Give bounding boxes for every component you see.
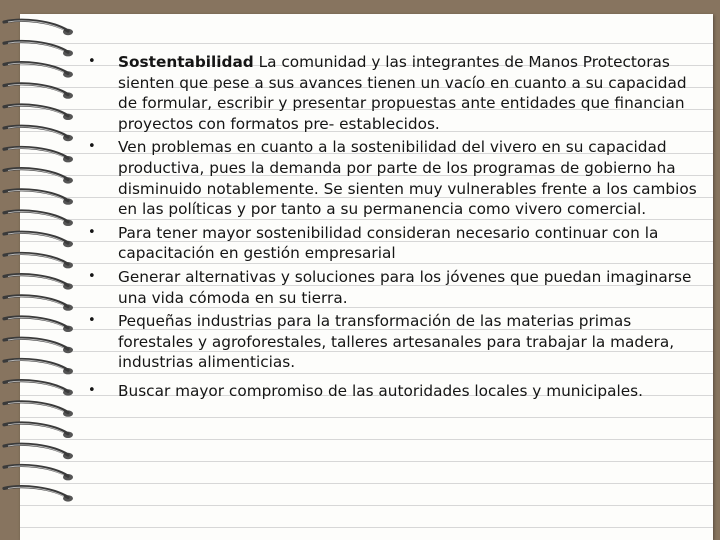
list-item	[82, 381, 702, 402]
spiral-ring	[4, 126, 73, 141]
spiral-ring	[4, 465, 73, 480]
list-item	[82, 52, 702, 134]
spiral-ring	[4, 275, 73, 290]
bullet-icon: •	[88, 268, 96, 284]
spiral-ring	[4, 296, 73, 311]
item-text: Generar alternativas y soluciones para los jóvenes que puedan imaginarse una vida cómoda en su tierra.	[118, 267, 692, 307]
bullet-icon: •	[88, 139, 96, 155]
spiral-ring	[4, 338, 73, 353]
list-item	[82, 223, 702, 264]
list-item	[82, 137, 702, 219]
spiral-binding-icon	[0, 0, 90, 540]
spiral-ring	[4, 190, 73, 205]
item-text: Para tener mayor sostenibilidad consideran necesario continuar con la capacitación en gestión empresarial	[118, 223, 659, 263]
list-item	[82, 267, 702, 308]
spiral-ring	[4, 211, 73, 226]
spiral-ring	[4, 444, 73, 459]
spiral-ring	[4, 487, 73, 502]
spiral-ring	[4, 169, 73, 184]
spiral-ring	[4, 253, 73, 268]
bullet-icon: •	[88, 313, 96, 329]
spiral-ring	[4, 63, 73, 78]
spiral-ring	[4, 147, 73, 162]
list-item	[82, 311, 702, 373]
item-lead-bold: Sostentabilidad	[118, 53, 254, 71]
bullet-icon: •	[88, 224, 96, 240]
spiral-ring	[4, 317, 73, 332]
item-text: La comunidad y las integrantes de Manos Protectoras sienten que pese a sus avances tienen un vacío en cuanto a su capacidad de formular, escribir y presentar propuestas ante entidades que financian proyectos con formatos pre- establecidos.	[118, 53, 687, 133]
spiral-ring	[4, 359, 73, 374]
bullet-icon: •	[88, 382, 96, 398]
item-text: Ven problemas en cuanto a la sostenibilidad del vivero en su capacidad productiva, pues la demanda por parte de los programas de gobierno ha disminuido notablemente. Se sienten muy vulnerables frente a los cambios en las políticas y por tanto a su permanencia como vivero comercial.	[118, 138, 697, 219]
spiral-ring	[4, 232, 73, 247]
item-text: Pequeñas industrias para la transformación de las materias primas forestales y agroforestales, talleres artesanales para trabajar la madera, industrias alimenticias.	[118, 312, 675, 372]
spiral-ring	[4, 41, 73, 56]
spiral-ring	[4, 105, 73, 120]
item-text: Buscar mayor compromiso de las autoridades locales y municipales.	[118, 381, 643, 400]
spiral-ring	[4, 20, 73, 35]
spiral-ring	[4, 423, 73, 438]
spiral-ring	[4, 381, 73, 396]
bullet-content	[82, 52, 702, 405]
bullet-icon: •	[88, 54, 96, 69]
bullet-list	[82, 52, 702, 402]
spiral-ring	[4, 402, 73, 417]
spiral-ring	[4, 84, 73, 99]
